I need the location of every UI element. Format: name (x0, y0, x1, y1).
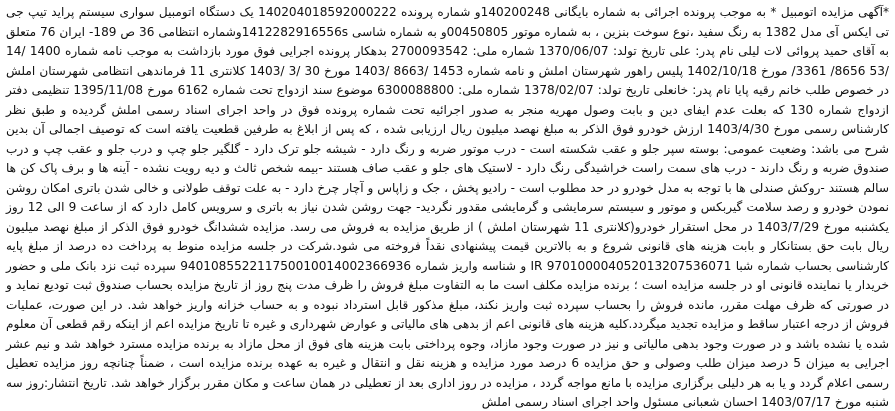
notice-body-text: *آگهی مزایده اتومبیل * به موجب پرونده اجرائی به شماره بایگانی 140200248و شماره پرونده 140204018592000222 یک دستگاه اتومبیل سواری سیستم پراید تیپ جی تی ایکس آی مدل 1382 به رنگ سفید ،نوع سوخت بنزین ، به شماره موتور 00450805و به شماره شاسی 1412282916556sوشماره انتظامی 36 ص 189- ایران 76 متعلق به آقای حمید پروائی لات لیلی نام پدر: علی تاریخ تولد: 1370/06/07 شماره ملی: 2700093542 بدهکار پرونده اجرایی فوق مورد بازداشت به موجب نامه شماره 1400 /14 /53 8656/ 3361/ مورخ 1402/10/18 پلیس راهور شهرستان املش و نامه شماره 1453 /8663 /1403 مورخ 30 /3 /1403 کلانتری 11 فرماندهی انتظامی شهرستان املش در خصوص طلب خانم رقیه پایا نام پدر: خانعلی تاریخ تولد: 1378/02/07 شماره ملی: 6300088800 موضوع سند ازدواج تحت شماره 6162 مورخ 1395/11/08 تنظیمی دفتر ازدواج شماره 130 که بعلت عدم ایفای دین و بابت وصول مهریه منجر به صدور اجرائیه تحت شماره پرونده فوق در واحد اجرای اسناد رسمی املش گردیده و طبق نظر کارشناس رسمی مورخ 1403/4/30 ارزش خودرو فوق الذکر به مبلغ نهصد میلیون ریال ارزیابی شده ، که پس از ابلاغ به طرفین قطعیت یافته است که توصیف اجمالی آن بدین شرح می باشد: وضعیت عمومی: بوسته سپر جلو و عقب شکسته است - درب موتور ضربه و رنگ دارد - شیشه جلو ترک دارد - گلگیر جلو چپ و درب جلو و عقب چپ و درب صندوق ضربه و رنگ دارند - درب های سمت راست خراشیدگی رنگ دارد - لاستیک های جلو و عقب صاف هستند -بیمه شخص ثالث و دیه رویت نشده - آینه ها و برف پاک کن ها سالم هستند -روکش صندلی ها با توجه به مدل خودرو در حد مطلوب است - رادیو پخش ، جک و زاپاس و آچار چرخ دارد - به علت توقف طولانی و خالی شدن باتری امکان روشن نمودن خودرو و رصد سلامت گیربکس و موتور و سیستم سرمایشی و گرمایشی مقدور نگردید- جهت روشن شدن نیاز به باتری و سرویس کامل دارد که از ساعت 9 الی 12 روز یکشنبه مورخ 1403/7/29 در محل استقرار خودرو(کلانتری 11 شهرستان املش ) از طریق مزایده به فروش می رسد. مزایده ششدانگ خودرو فوق الذکر از مبلغ نهصد میلیون ریال بابت حق بستانکار و بابت هزینه های قانونی شروع و به بالاترین قیمت پیشنهادی نقداً فروخته می شود.شرکت در جلسه مزایده منوط به پرداخت ده درصد از مبلغ پایه کارشناسی بحساب شماره شبا IR 970100004052013207536071 و شناسه واریز شماره 940108552211750010014002366936 سپرده ثبت نزد بانک ملی و حضور خریدار یا نماینده قانونی او در جلسه مزایده است ؛ برنده مزایده مکلف است ما به التفاوت مبلغ فروش را ظرف مدت پنج روز از تاریخ مزایده بحساب صندوق ثبت تودیع نماید و در صورتی که ظرف مهلت مقرر، مانده فروش را بحساب سپرده ثبت واریز نکند، مبلغ مذکور قابل استرداد نبوده و به حساب خزانه واریز خواهد شد. در این صورت، عملیات فروش از درجه اعتبار ساقط و مزایده تجدید میگردد.کلیه هزینه های قانونی اعم از بدهی های مالیاتی و عوارض شهرداری و غیره تا تاریخ مزایده اعم از اینکه رقم قطعی آن معلوم شده یا نشده باشد و در صورت وجود بدهی مالیاتی و نیز در صورت وجود مازاد، وجوه پرداختی بابت هزینه های فوق از محل مازاد به برنده مزایده مسترد خواهد شد و نیم عشر اجرایی به میزان 5 درصد میزان طلب وصولی و حق مزایده 6 درصد مورد مزایده و هزینه نقل و انتقال و غیره به عهده برنده مزایده است ، ضمناً چنانچه روز مزایده تعطیل رسمی اعلام گردد و یا به هر دلیلی برگزاری مزایده با مانع مواجه گردد ، مزایده در روز اداری بعد از تعطیلی در همان ساعت و مکان مقرر برگزار خواهد شد. تاریخ انتشار:روز سه شنبه مورخ 1403/07/17 احسان شعبانی مسئول واحد اجرای اسناد رسمی املش (6, 5, 890, 409)
